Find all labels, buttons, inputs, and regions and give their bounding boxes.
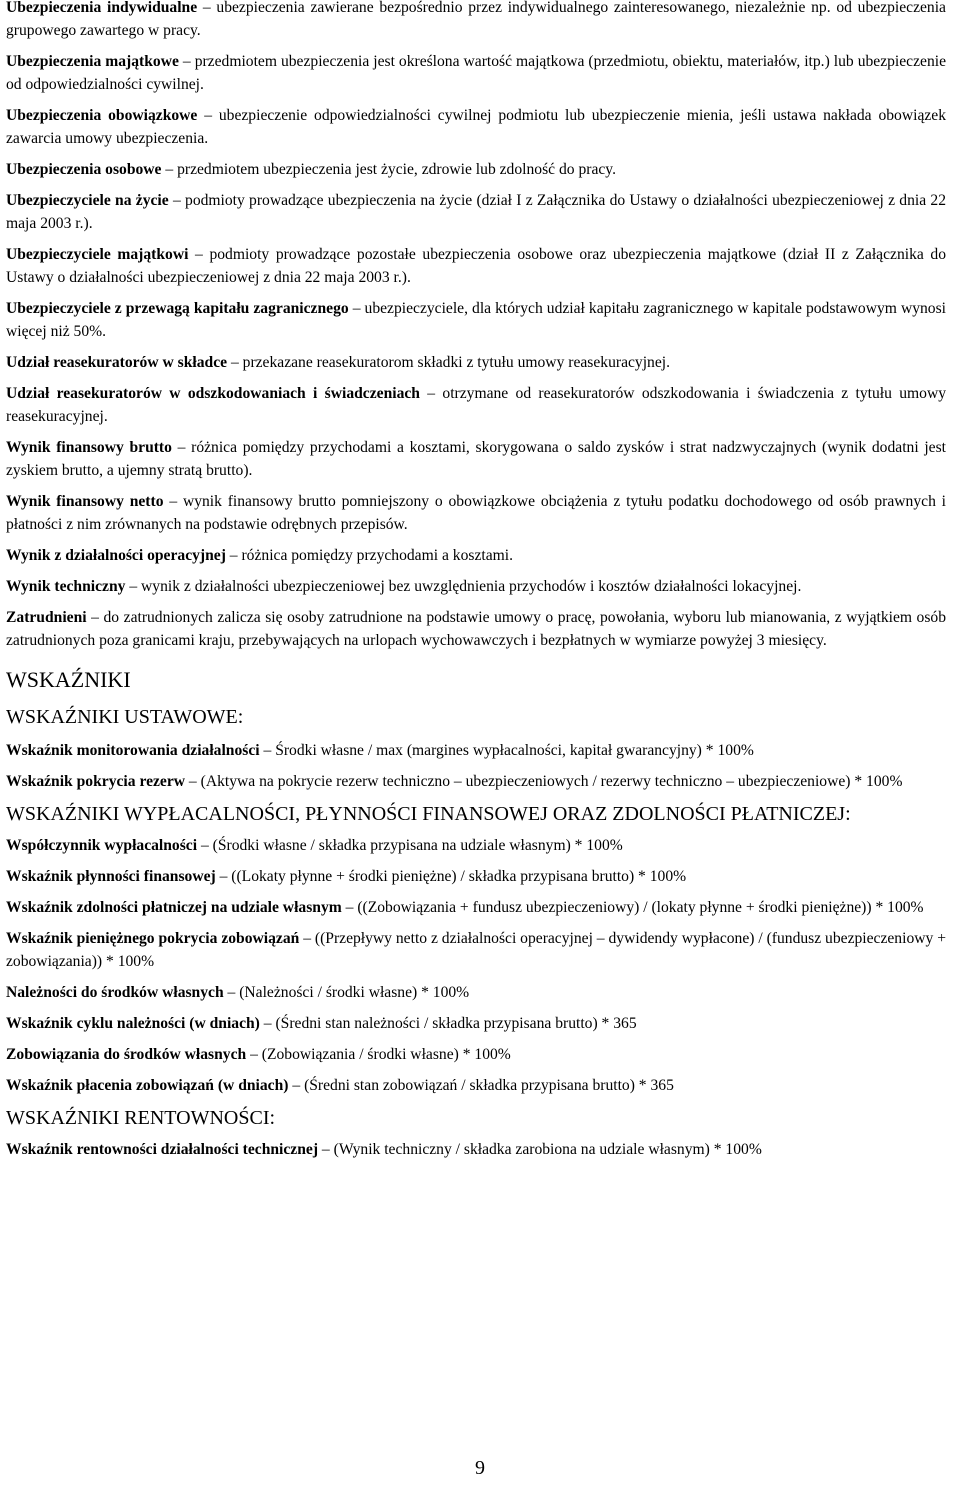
definition-entry-term: Ubezpieczenia majątkowe	[6, 53, 179, 70]
indicator-entry-term: Zobowiązania do środków własnych	[6, 1046, 247, 1063]
section-title: WSKAŹNIKI	[6, 667, 131, 692]
dash-separator: –	[225, 547, 242, 564]
definition-entry-term: Ubezpieczyciele z przewagą kapitału zagranicznego	[6, 300, 349, 317]
profitability-indicators	[6, 1138, 946, 1161]
dash-separator: –	[348, 300, 365, 317]
dash-separator: –	[188, 246, 210, 263]
indicator-entry-term: Należności do środków własnych	[6, 984, 224, 1001]
indicator-entry	[6, 1043, 946, 1066]
indicator-entry-text: (Należności / środki własne) * 100%	[239, 984, 470, 1001]
indicator-entry-text: ((Zobowiązania + fundusz ubezpieczeniowy) / (lokaty płynne + środki pieniężne)) * 100%	[357, 899, 924, 916]
dash-separator: –	[178, 53, 195, 70]
indicator-entry	[6, 865, 946, 888]
profitability-heading: WSKAŹNIKI RENTOWNOŚCI:	[6, 1107, 276, 1129]
dash-separator: –	[197, 837, 213, 854]
indicator-entry-term: Wskaźnik pokrycia rezerw	[6, 773, 186, 790]
dash-separator: –	[197, 0, 217, 16]
indicator-entry-text: (Wynik techniczny / składka zarobiona na udziale własnym) * 100%	[333, 1141, 762, 1158]
indicator-entry-text: ((Przepływy netto z działalności operacyjnej – dywidendy wypłacone) / (fundusz ubezpieczeniowy + zobowiązania)) * 100%	[6, 930, 946, 970]
indicator-entry-text: (Średni stan zobowiązań / składka przypisana brutto) * 365	[304, 1077, 674, 1094]
indicator-entry-text: (Średni stan należności / składka przypisana brutto) * 365	[275, 1015, 637, 1032]
indicator-entry-term: Wskaźnik zdolności płatniczej na udziale własnym	[6, 899, 342, 916]
definition-entry-term: Udział reasekuratorów w składce	[6, 354, 228, 371]
definition-entry-text: wynik z działalności ubezpieczeniowej bez uwzględnienia przychodów i kosztów działalności lokacyjnej.	[141, 578, 802, 595]
dash-separator: –	[288, 1077, 305, 1094]
definition-entry	[6, 104, 946, 150]
definition-entry	[6, 243, 946, 289]
definition-entry	[6, 0, 946, 42]
definition-entry-text: różnica pomiędzy przychodami a kosztami, skorygowana o saldo zysków i strat nadzwyczajnych (wynik dodatni jest zyskiem brutto, a ujemny stratą brutto).	[6, 439, 947, 479]
dash-separator: –	[168, 192, 186, 209]
indicator-entry	[6, 739, 946, 762]
definition-entry-term: Wynik finansowy brutto	[6, 439, 172, 456]
definition-entry-term: Udział reasekuratorów w odszkodowaniach i świadczeniach	[6, 385, 420, 402]
solvency-heading: WSKAŹNIKI WYPŁACALNOŚCI, PŁYNNOŚCI FINANSOWEJ ORAZ ZDOLNOŚCI PŁATNICZEJ:	[6, 803, 851, 825]
dash-separator: –	[419, 385, 443, 402]
dash-separator: –	[246, 1046, 262, 1063]
definition-entry	[6, 436, 946, 482]
dash-separator: –	[259, 1015, 276, 1032]
definition-entry-text: przekazane reasekuratorom składki z tytułu umowy reasekuracyjnej.	[242, 354, 670, 371]
dash-separator: –	[259, 742, 276, 759]
indicator-entry-term: Współczynnik wypłacalności	[6, 837, 198, 854]
dash-separator: –	[125, 578, 142, 595]
definition-entry	[6, 544, 946, 567]
definition-entry-term: Zatrudnieni	[6, 609, 87, 626]
definition-entry-text: ubezpieczenie odpowiedzialności cywilnej podmiotu lub ubezpieczenie mienia, jeśli ustawa nakłada obowiązek zawarcia umowy ubezpieczenia.	[6, 107, 947, 147]
indicator-entry	[6, 927, 946, 973]
dash-separator: –	[215, 868, 232, 885]
definition-entry-text: podmioty prowadzące ubezpieczenia na życie (dział I z Załącznika do Ustawy o działalności ubezpieczeniowej z dnia 22 maja 2003 r.).	[6, 192, 946, 232]
definition-entry	[6, 158, 946, 181]
definition-entry-term: Ubezpieczyciele majątkowi	[6, 246, 189, 263]
definition-entry	[6, 189, 946, 235]
dash-separator: –	[171, 439, 192, 456]
statutory-heading: WSKAŹNIKI USTAWOWE:	[6, 706, 244, 728]
definition-entry-text: przedmiotem ubezpieczenia jest określona wartość majątkowa (przedmiotu, obiektu, materiałów, itp.) lub ubezpieczenie od odpowiedzialności cywilnej.	[6, 53, 946, 93]
definition-entry-term: Ubezpieczyciele na życie	[6, 192, 169, 209]
indicator-entry-term: Wskaźnik pieniężnego pokrycia zobowiązań	[6, 930, 300, 947]
definitions-list	[6, 0, 946, 652]
indicator-entry-term: Wskaźnik cyklu należności (w dniach)	[6, 1015, 260, 1032]
definition-entry-text: do zatrudnionych zalicza się osoby zatrudnione na podstawie umowy o pracę, powołania, wyboru lub mianowania, z wyjątkiem osób zatrudnionych poza granicami kraju, przebywających na urlopach wychowawczych i bezpłatnych w wymiarze powyżej 3 miesięcy.	[6, 609, 947, 649]
definition-entry	[6, 50, 946, 96]
definition-entry-term: Ubezpieczenia obowiązkowe	[6, 107, 198, 124]
definition-entry	[6, 606, 946, 652]
dash-separator: –	[86, 609, 104, 626]
definition-entry-text: otrzymane od reasekuratorów odszkodowania i świadczenia z tytułu umowy reasekuracyjnej.	[6, 385, 947, 425]
dash-separator: –	[299, 930, 315, 947]
definition-entry	[6, 575, 946, 598]
indicator-entry-term: Wskaźnik monitorowania działalności	[6, 742, 260, 759]
indicator-entry	[6, 1138, 946, 1161]
indicator-entry-text: Środki własne / max (margines wypłacalności, kapitał gwarancyjny) * 100%	[275, 742, 754, 759]
indicator-entry-text: (Zobowiązania / środki własne) * 100%	[261, 1046, 511, 1063]
definition-entry	[6, 382, 946, 428]
indicator-entry	[6, 834, 946, 857]
definition-entry-term: Wynik techniczny	[6, 578, 126, 595]
indicator-entry-text: (Środki własne / składka przypisana na udziale własnym) * 100%	[212, 837, 623, 854]
indicator-entry	[6, 896, 946, 919]
dash-separator: –	[318, 1141, 334, 1158]
solvency-indicators	[6, 834, 946, 1097]
definition-entry-term: Ubezpieczenia indywidualne	[6, 0, 198, 16]
definition-entry	[6, 490, 946, 536]
statutory-indicators	[6, 739, 946, 793]
dash-separator: –	[227, 354, 243, 371]
indicator-entry-term: Wskaźnik płynności finansowej	[6, 868, 216, 885]
indicator-entry	[6, 1012, 946, 1035]
dash-separator: –	[223, 984, 240, 1001]
dash-separator: –	[341, 899, 358, 916]
definition-entry	[6, 351, 946, 374]
indicator-entry	[6, 981, 946, 1004]
definition-entry-term: Wynik z działalności operacyjnej	[6, 547, 226, 564]
indicator-entry-text: (Aktywa na pokrycie rezerw techniczno – ubezpieczeniowych / rezerwy techniczno – ubezpieczeniowe) * 100%	[200, 773, 903, 790]
definition-entry-text: wynik finansowy brutto pomniejszony o obowiązkowe obciążenia z tytułu podatku dochodowego od osób prawnych i płatności z nim zrównanych na podstawie odrębnych przepisów.	[6, 493, 947, 533]
dash-separator: –	[161, 161, 178, 178]
dash-separator: –	[163, 493, 183, 510]
indicator-entry-text: ((Lokaty płynne + środki pieniężne) / składka przypisana brutto) * 100%	[231, 868, 687, 885]
definition-entry-text: przedmiotem ubezpieczenia jest życie, zdrowie lub zdolność do pracy.	[177, 161, 616, 178]
definition-entry-term: Wynik finansowy netto	[6, 493, 164, 510]
page-number: 9	[475, 1457, 485, 1479]
indicator-entry	[6, 770, 946, 793]
definition-entry-text: ubezpieczyciele, dla których udział kapitału zagranicznego w kapitale podstawowym wynosi więcej niż 50%.	[6, 300, 946, 340]
definition-entry-text: podmioty prowadzące pozostałe ubezpieczenia osobowe oraz ubezpieczenia majątkowe (dział II z Załącznika do Ustawy o działalności ubezpieczeniowej z dnia 22 maja 2003 r.).	[6, 246, 947, 286]
page-body	[6, 0, 946, 1161]
indicator-entry-term: Wskaźnik rentowności działalności technicznej	[6, 1141, 319, 1158]
indicator-entry-term: Wskaźnik płacenia zobowiązań (w dniach)	[6, 1077, 289, 1094]
dash-separator: –	[197, 107, 219, 124]
definition-entry-text: ubezpieczenia zawierane bezpośrednio przez indywidualnego zainteresowanego, niezależnie np. od ubezpieczenia grupowego zawartego w pracy.	[6, 0, 946, 39]
definition-entry	[6, 297, 946, 343]
definition-entry-term: Ubezpieczenia osobowe	[6, 161, 162, 178]
dash-separator: –	[185, 773, 201, 790]
indicator-entry	[6, 1074, 946, 1097]
definition-entry-text: różnica pomiędzy przychodami a kosztami.	[241, 547, 513, 564]
